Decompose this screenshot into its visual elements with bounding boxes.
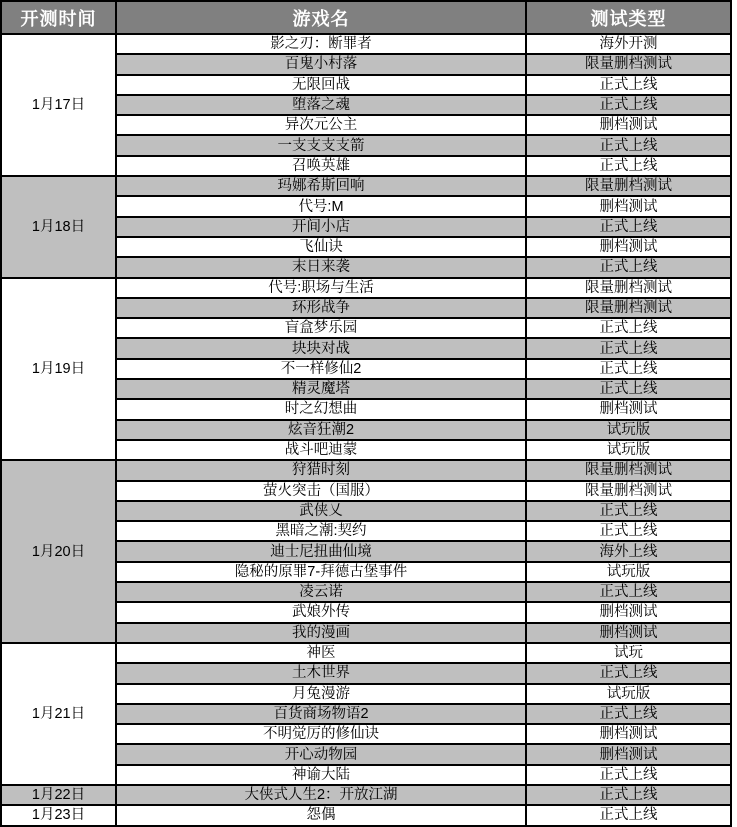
table-row — [1, 460, 731, 480]
date-cell: 1月20日 — [1, 460, 116, 643]
game-name-cell: 玛娜希斯回响 — [116, 176, 526, 196]
game-name-cell: 神医 — [116, 643, 526, 663]
test-type-cell: 正式上线 — [526, 359, 731, 379]
game-name-cell: 迪士尼扭曲仙境 — [116, 541, 526, 561]
game-name-cell: 黑暗之潮:契约 — [116, 521, 526, 541]
test-type-cell: 删档测试 — [526, 115, 731, 135]
game-name-cell: 代号:M — [116, 196, 526, 216]
game-name-cell: 月兔漫游 — [116, 684, 526, 704]
test-type-cell: 删档测试 — [526, 196, 731, 216]
date-cell: 1月17日 — [1, 34, 116, 176]
game-name-cell: 不明觉厉的修仙诀 — [116, 724, 526, 744]
game-name-cell: 一支支支支箭 — [116, 135, 526, 155]
test-type-cell: 试玩版 — [526, 562, 731, 582]
date-cell: 1月22日 — [1, 785, 116, 805]
game-name-cell: 不一样修仙2 — [116, 359, 526, 379]
header-game-name: 游戏名 — [116, 1, 526, 34]
test-type-cell: 限量删档测试 — [526, 460, 731, 480]
game-name-cell: 飞仙诀 — [116, 237, 526, 257]
game-name-cell: 开间小店 — [116, 217, 526, 237]
test-type-cell: 正式上线 — [526, 785, 731, 805]
game-name-cell: 战斗吧迪蒙 — [116, 440, 526, 460]
test-type-cell: 正式上线 — [526, 318, 731, 338]
test-type-cell: 删档测试 — [526, 744, 731, 764]
test-type-cell: 删档测试 — [526, 623, 731, 643]
game-name-cell: 狩猎时刻 — [116, 460, 526, 480]
test-type-cell: 试玩版 — [526, 420, 731, 440]
test-type-cell: 限量删档测试 — [526, 176, 731, 196]
date-cell: 1月23日 — [1, 805, 116, 825]
game-name-cell: 我的漫画 — [116, 623, 526, 643]
test-type-cell: 正式上线 — [526, 75, 731, 95]
game-name-cell: 无限回战 — [116, 75, 526, 95]
test-type-cell: 限量删档测试 — [526, 298, 731, 318]
game-name-cell: 百货商场物语2 — [116, 704, 526, 724]
test-type-cell: 正式上线 — [526, 95, 731, 115]
table-row — [1, 34, 731, 54]
test-type-cell: 删档测试 — [526, 237, 731, 257]
test-type-cell: 试玩 — [526, 643, 731, 663]
test-type-cell: 删档测试 — [526, 602, 731, 622]
table-row — [1, 278, 731, 298]
test-type-cell: 试玩版 — [526, 440, 731, 460]
test-type-cell: 正式上线 — [526, 156, 731, 176]
test-type-cell: 正式上线 — [526, 379, 731, 399]
test-type-cell: 正式上线 — [526, 338, 731, 358]
test-type-cell: 正式上线 — [526, 501, 731, 521]
table-row — [1, 643, 731, 663]
test-type-cell: 正式上线 — [526, 704, 731, 724]
game-name-cell: 神谕大陆 — [116, 765, 526, 785]
test-type-cell: 删档测试 — [526, 399, 731, 419]
header-test-date: 开测时间 — [1, 1, 116, 34]
game-name-cell: 时之幻想曲 — [116, 399, 526, 419]
test-type-cell: 试玩版 — [526, 684, 731, 704]
game-name-cell: 凌云诺 — [116, 582, 526, 602]
game-name-cell: 末日来袭 — [116, 257, 526, 277]
game-name-cell: 武娘外传 — [116, 602, 526, 622]
test-type-cell: 海外开测 — [526, 34, 731, 54]
game-name-cell: 炫音狂潮2 — [116, 420, 526, 440]
game-name-cell: 环形战争 — [116, 298, 526, 318]
game-name-cell: 开心动物园 — [116, 744, 526, 764]
test-type-cell: 限量删档测试 — [526, 54, 731, 74]
game-name-cell: 异次元公主 — [116, 115, 526, 135]
game-name-cell: 萤火突击（国服） — [116, 481, 526, 501]
test-type-cell: 正式上线 — [526, 805, 731, 825]
game-name-cell: 盲盒梦乐园 — [116, 318, 526, 338]
test-type-cell: 正式上线 — [526, 521, 731, 541]
test-type-cell: 正式上线 — [526, 217, 731, 237]
test-type-cell: 海外上线 — [526, 541, 731, 561]
game-name-cell: 代号:职场与生活 — [116, 278, 526, 298]
game-name-cell: 精灵魔塔 — [116, 379, 526, 399]
table-row — [1, 176, 731, 196]
game-name-cell: 大侠式人生2：开放江湖 — [116, 785, 526, 805]
test-type-cell: 正式上线 — [526, 663, 731, 683]
schedule-table-body — [1, 34, 731, 826]
game-name-cell: 堕落之魂 — [116, 95, 526, 115]
game-name-cell: 影之刃：断罪者 — [116, 34, 526, 54]
game-name-cell: 块块对战 — [116, 338, 526, 358]
test-type-cell: 删档测试 — [526, 724, 731, 744]
date-cell: 1月21日 — [1, 643, 116, 785]
test-type-cell: 正式上线 — [526, 765, 731, 785]
table-row — [1, 805, 731, 825]
test-type-cell: 限量删档测试 — [526, 278, 731, 298]
game-name-cell: 召唤英雄 — [116, 156, 526, 176]
test-type-cell: 正式上线 — [526, 135, 731, 155]
header-row — [1, 1, 731, 34]
table-row — [1, 785, 731, 805]
game-name-cell: 怨偶 — [116, 805, 526, 825]
game-name-cell: 武侠乂 — [116, 501, 526, 521]
game-name-cell: 百鬼小村落 — [116, 54, 526, 74]
test-type-cell: 正式上线 — [526, 257, 731, 277]
game-name-cell: 土木世界 — [116, 663, 526, 683]
game-name-cell: 隐秘的原罪7-拜德古堡事件 — [116, 562, 526, 582]
date-cell: 1月18日 — [1, 176, 116, 277]
date-cell: 1月19日 — [1, 278, 116, 461]
test-type-cell: 限量删档测试 — [526, 481, 731, 501]
test-type-cell: 正式上线 — [526, 582, 731, 602]
header-test-type: 测试类型 — [526, 1, 731, 34]
